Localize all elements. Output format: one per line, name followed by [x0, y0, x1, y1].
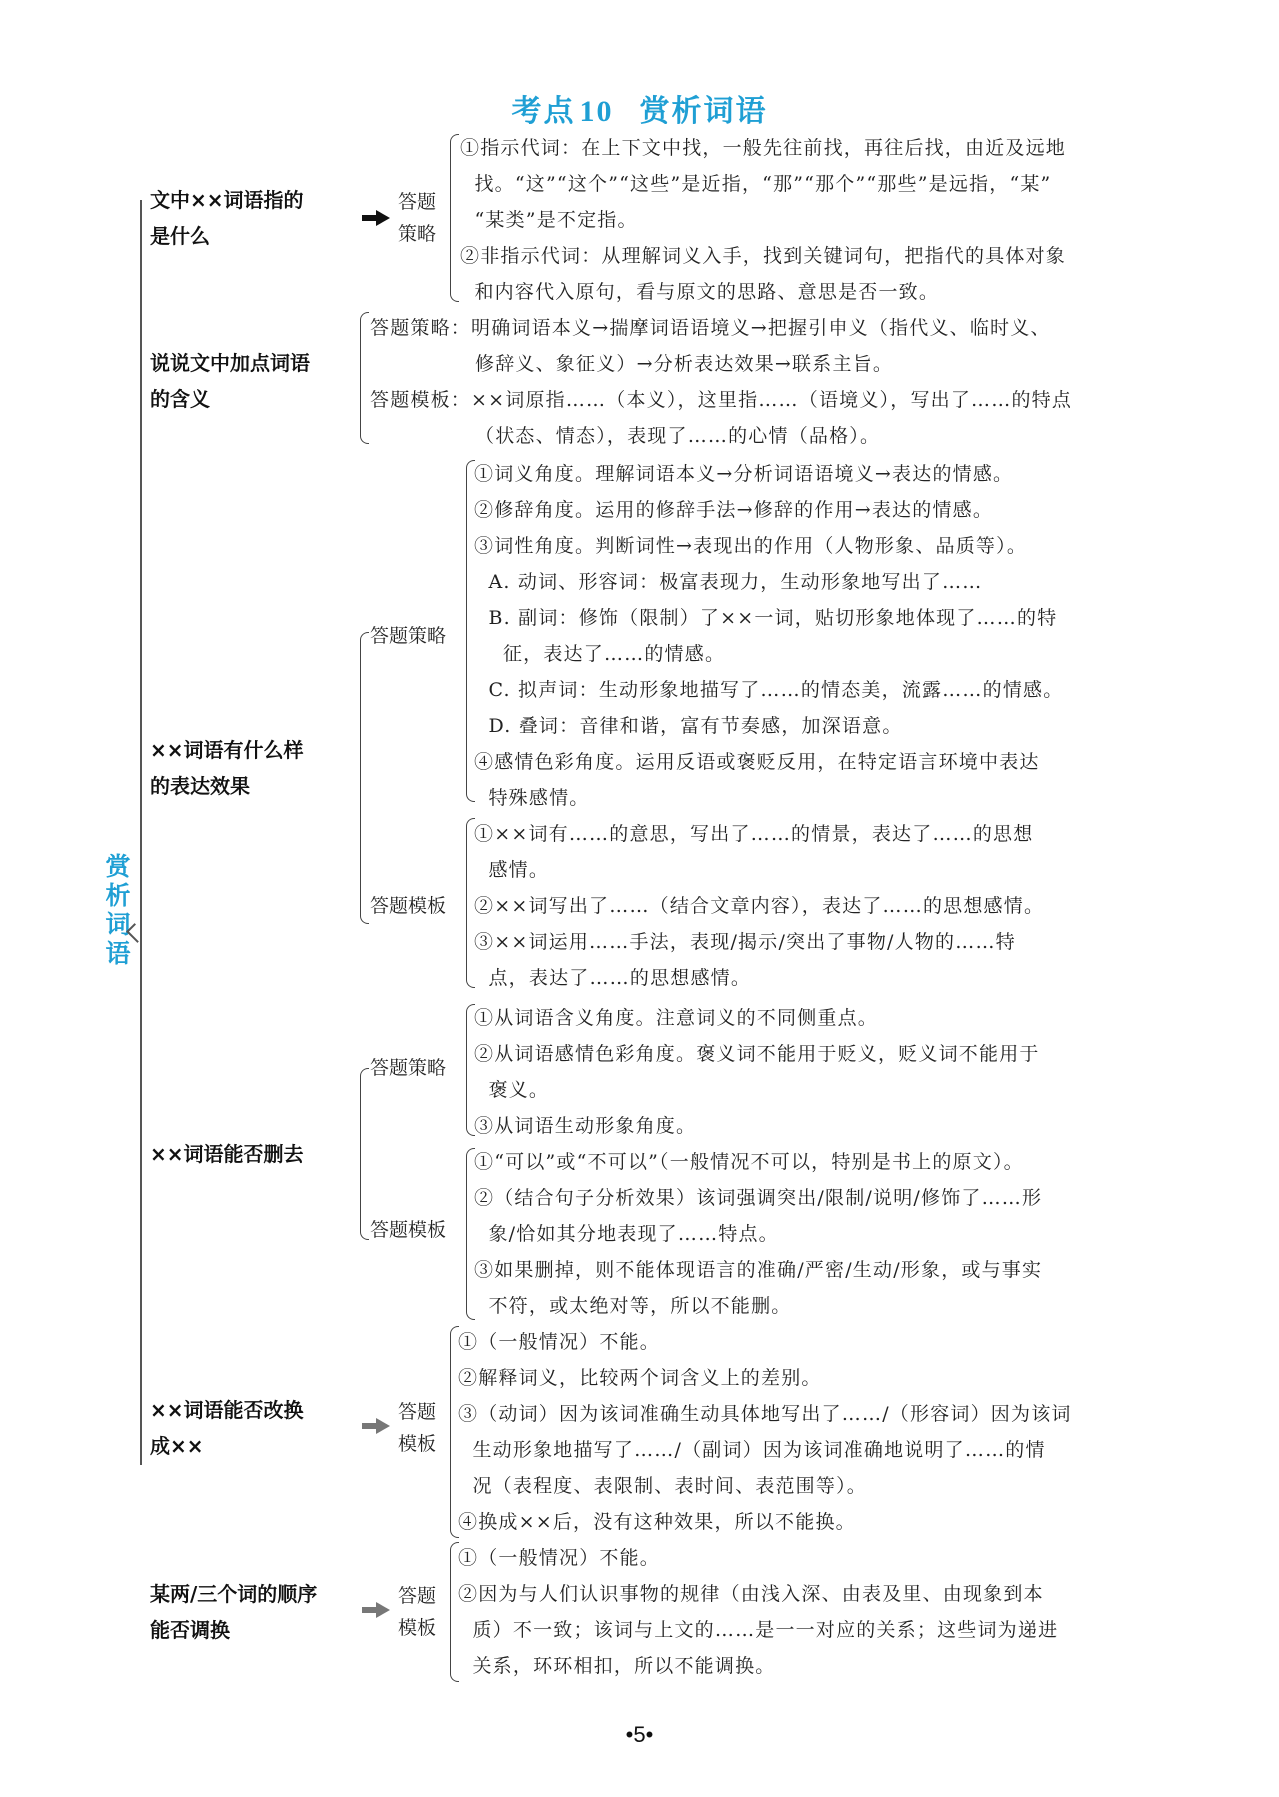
list-item: A. 动词、形容词：极富表现力，生动形象地写出了……: [474, 571, 983, 593]
question-5: [150, 1392, 304, 1464]
item-list: [458, 1540, 1058, 1684]
list-item: ××词原指……（本义），这里指……（语境义），写出了……的特点: [471, 389, 1073, 411]
label-line: 答题: [398, 191, 437, 213]
list-item: ①从词语含义角度。注意词义的不同侧重点。: [474, 1007, 879, 1029]
strategy-list: [474, 456, 1063, 816]
list-item: ①词义角度。理解词语本义→分析词语语境义→表达的情感。: [474, 463, 1014, 485]
label-line: 答题: [398, 1401, 437, 1423]
list-item: D. 叠词：音律和谐，富有节奏感，加深语意。: [474, 715, 903, 737]
question-line: 某两/三个词的顺序: [150, 1582, 318, 1606]
list-item: ①××词有……的意思，写出了……的情景，表达了……的思想: [474, 823, 1034, 845]
question-line: ××词语有什么样: [150, 738, 304, 762]
list-item: 关系，环环相扣，所以不能调换。: [458, 1655, 776, 1677]
list-item: ②修辞角度。运用的修辞手法→修辞的作用→表达的情感。: [474, 499, 994, 521]
template-label: 答题模板：: [370, 389, 472, 411]
list-item: ②从词语感情色彩角度。褒义词不能用于贬义，贬义词不能用于: [474, 1043, 1040, 1065]
list-item: ①“可以”或“不可以”（一般情况不可以，特别是书上的原文）。: [474, 1151, 1024, 1173]
template-list: [474, 816, 1044, 996]
strategy-label: 答题策略：: [370, 317, 472, 339]
list-item: ②（结合句子分析效果）该词强调突出/限制/说明/修饰了……形: [474, 1187, 1043, 1209]
question-3: [150, 732, 304, 804]
list-item: 修辞义、象征义）→分析表达效果→联系主旨。: [475, 353, 894, 375]
question-line: 能否调换: [150, 1618, 230, 1642]
list-item: ②解释词义，比较两个词含义上的差别。: [458, 1367, 822, 1389]
label-line: 模板: [398, 1433, 437, 1455]
side-title: 赏析词语: [105, 852, 131, 968]
page-number: •5•: [625, 1722, 654, 1747]
brace: [450, 134, 459, 302]
list-item: ④换成××后，没有这种效果，所以不能换。: [458, 1511, 856, 1533]
title-text: 赏析词语: [639, 94, 768, 129]
label-template: [398, 1580, 436, 1644]
list-item: C. 拟声词：生动形象地描写了……的情态美，流露……的情感。: [474, 679, 1064, 701]
question-line: 的含义: [150, 387, 210, 411]
question-line: 是什么: [150, 224, 210, 248]
label-template: [398, 1396, 436, 1460]
template-label: 答题模板: [370, 1219, 447, 1241]
list-item: ①（一般情况）不能。: [458, 1547, 661, 1569]
item-list: [458, 1324, 1072, 1540]
strategy-list: [474, 1000, 1040, 1144]
list-item: ③从词语生动形象角度。: [474, 1115, 697, 1137]
question-line: ××词语能否删去: [150, 1142, 304, 1166]
label-line: 策略: [398, 223, 437, 245]
arrow-right-icon: [362, 212, 390, 224]
list-item: 不符，或太绝对等，所以不能删。: [474, 1295, 792, 1317]
list-item: ②非指示代词：从理解词义入手，找到关键词句，把指代的具体对象: [460, 245, 1067, 267]
list-item: 和内容代入原句，看与原文的思路、意思是否一致。: [460, 281, 940, 303]
question-2: [150, 345, 310, 417]
strategy-block: [370, 310, 1072, 454]
list-item: ①（一般情况）不能。: [458, 1331, 661, 1353]
list-item: （状态、情态），表现了……的心情（品格）。: [475, 425, 881, 447]
question-4: [150, 1136, 304, 1172]
list-item: 褒义。: [474, 1079, 550, 1101]
list-item: ②因为与人们认识事物的规律（由浅入深、由表及里、由现象到本: [458, 1583, 1044, 1605]
label-strategy: [398, 186, 436, 250]
question-line: 文中××词语指的: [150, 188, 304, 212]
list-item: 找。“这”“这个”“这些”是近指，“那”“那个”“那些”是远指，“某”: [460, 173, 1052, 195]
template-list: [474, 1144, 1042, 1324]
arrow-right-icon: [362, 1604, 390, 1616]
template-label: 答题模板: [370, 895, 447, 917]
list-item: 点，表达了……的思想感情。: [474, 967, 752, 989]
list-item: 质）不一致；该词与上文的……是一一对应的关系；这些词为递进: [458, 1619, 1059, 1641]
list-item: “某类”是不定指。: [460, 209, 638, 231]
brace: [360, 1068, 369, 1240]
list-item: 征，表达了……的情感。: [474, 643, 726, 665]
question-line: 的表达效果: [150, 774, 250, 798]
list-item: 象/恰如其分地表现了……特点。: [474, 1223, 779, 1245]
list-item: ③词性角度。判断词性→表现出的作用（人物形象、品质等）。: [474, 535, 1028, 557]
question-line: 成××: [150, 1434, 204, 1458]
list-item: 况（表程度、表限制、表时间、表范围等）。: [458, 1475, 867, 1497]
list-item: ④感情色彩角度。运用反语或褒贬反用，在特定语言环境中表达: [474, 751, 1040, 773]
list-item: 感情。: [474, 859, 550, 881]
list-item: ③××词运用……手法，表现/揭示/突出了事物/人物的……特: [474, 931, 1016, 953]
strategy-label: 答题策略: [370, 625, 447, 647]
question-line: 说说文中加点词语: [150, 351, 310, 375]
label-line: 答题: [398, 1585, 437, 1607]
item-list: [460, 130, 1066, 310]
brace: [360, 312, 369, 444]
strategy-label: 答题策略: [370, 1057, 447, 1079]
page-title: [0, 86, 1279, 130]
list-item: B. 副词：修饰（限制）了××一词，贴切形象地体现了……的特: [474, 607, 1058, 629]
question-line: ××词语能否改换: [150, 1398, 304, 1422]
title-prefix: 考点: [511, 94, 576, 129]
list-item: ②××词写出了……（结合文章内容），表达了……的思想感情。: [474, 895, 1045, 917]
list-item: ①指示代词：在上下文中找，一般先往前找，再往后找，由近及远地: [460, 137, 1067, 159]
arrow-right-icon: [362, 1420, 390, 1432]
list-item: ③如果删掉，则不能体现语言的准确/严密/生动/形象，或与事实: [474, 1259, 1043, 1281]
label-line: 模板: [398, 1617, 437, 1639]
list-item: 特殊感情。: [474, 787, 590, 809]
list-item: 生动形象地描写了……/（副词）因为该词准确地说明了……的情: [458, 1439, 1046, 1461]
title-number: 10: [579, 95, 614, 128]
question-1: [150, 182, 304, 254]
brace: [360, 632, 369, 924]
question-6: [150, 1576, 317, 1648]
list-item: 明确词语本义→揣摩词语语境义→把握引申义（指代义、临时义、: [471, 317, 1051, 339]
list-item: ③（动词）因为该词准确生动具体地写出了……/（形容词）因为该词: [458, 1403, 1072, 1425]
